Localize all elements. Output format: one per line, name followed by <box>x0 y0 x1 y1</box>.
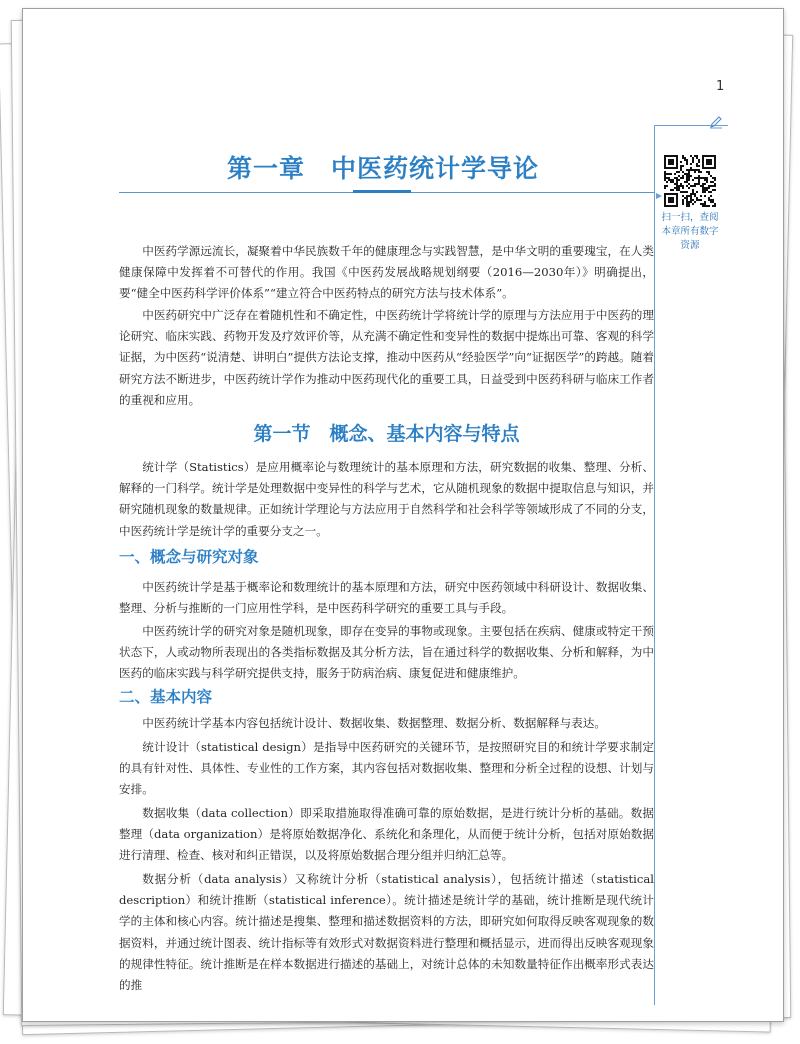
intro-paragraph: 中医药研究中广泛存在着随机性和不确定性，中医药统计学将统计学的原理与方法应用于中医药的理论研究、临床实践、药物开发及疗效评价等，从充满不确定性和变异性的数据中提炼出可靠、客观的科学证据，为中医药“说清楚、讲明白”提供方法论支撑，推动中医药从“经验医学”向“证据医学”的跨越。随着研究方法不断进步，中医药统计学作为推动中医药现代化的重要工具，日益受到中医药科研与临床工作者的重视和应用。 <box>119 308 654 407</box>
subsection-title: 一、概念与研究对象 <box>119 548 259 566</box>
subsection-paragraph: 中医药统计学的研究对象是随机现象，即存在变异的事物或现象。主要包括在疾病、健康或特定干预状态下，人或动物所表现出的各类指标数据及其分析方法，旨在通过科学的数据收集、分析和解释，为中医药的临床实践与科学研究提供支持，服务于防病治病、康复促进和健康维护。 <box>119 624 654 681</box>
subsection-paragraph: 中医药统计学基本内容包括统计设计、数据收集、数据整理、数据分析、数据解释与表达。 <box>142 716 606 730</box>
book-page <box>22 8 784 1022</box>
title-rule-accent <box>353 190 411 193</box>
pencil-icon <box>709 115 723 129</box>
subsection-title: 二、基本内容 <box>119 688 213 706</box>
chapter-title: 第一章 中医药统计学导论 <box>226 154 539 183</box>
subsection-paragraph: 统计设计（statistical design）是指导中医药研究的关键环节，是按照研究目的和统计学要求制定的具有针对性、具体性、专业性的工作方案，其内容包括对数据收集、整理和分析全过程的设想、计划与安排。 <box>119 740 654 797</box>
qr-caption: 扫一扫，查阅本章所有数字资源 <box>661 212 719 251</box>
margin-frame-corner <box>654 125 661 132</box>
section-title: 第一节 概念、基本内容与特点 <box>253 423 520 445</box>
qr-code-icon[interactable] <box>664 155 716 207</box>
intro-paragraph: 中医药学源远流长，凝聚着中华民族数千年的健康理念与实践智慧，是中华文明的重要瑰宝，在人类健康保障中发挥着不可替代的作用。我国《中医药发展战略规划纲要（2016—2030年）》明确提出，要“健全中医药科学评价体系”“建立符合中医药特点的研究方法与技术体系”。 <box>119 244 654 301</box>
margin-frame-line <box>654 125 655 1005</box>
subsection-paragraph: 数据分析（data analysis）又称统计分析（statistical analysis），包括统计描述（statistical description）和统计推断（statistical inference）。统计描述是统计学的基础，统计推断是现代统计学的主体和核心内容。统计描述是搜集、整理和描述数据资料的方法，即研究如何取得反映客观现象的数据资料，并通过统计图表、统计指标等有效形式对数据资料进行整理和概括显示，进而得出反映客观现象的规律性特征。统计推断是在样本数据进行描述的基础上，对统计总体的未知数量特征作出概率形式表达的推 <box>119 872 654 993</box>
subsection-paragraph: 数据收集（data collection）即采取措施取得准确可靠的原始数据，是进行统计分析的基础。数据整理（data organization）是将原始数据净化、系统化和条理化，从而便于统计分析，包括对原始数据进行清理、检查、核对和纠正错误，以及将原始数据合理分组并归纳汇总等。 <box>119 806 654 863</box>
page-number: 1 <box>716 79 725 94</box>
section-paragraph: 统计学（Statistics）是应用概率论与数理统计的基本原理和方法，研究数据的收集、整理、分析、解释的一门科学。统计学是处理数据中变异性的科学与艺术，它从随机现象的数据中提取信息与知识，并研究随机现象的数量规律。正如统计学理论与方法应用于自然科学和社会科学等领域形成了不同的分支，中医药统计学是统计学的重要分支之一。 <box>119 460 654 538</box>
pointer-arrow-icon <box>655 192 663 200</box>
subsection-paragraph: 中医药统计学是基于概率论和数理统计的基本原理和方法，研究中医药领域中科研设计、数据收集、整理、分析与推断的一门应用性学科，是中医药科学研究的重要工具与手段。 <box>119 580 654 616</box>
